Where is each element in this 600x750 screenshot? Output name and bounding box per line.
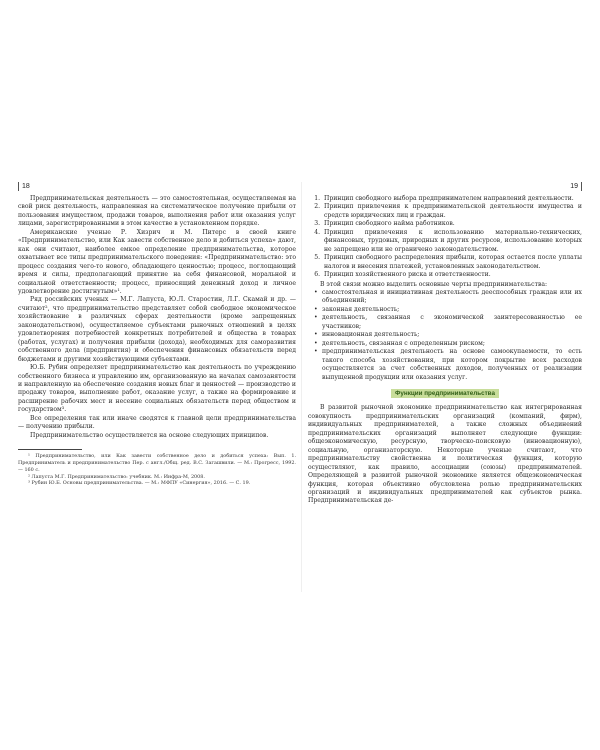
list-item: • деятельность, связанная с экономической заинтересованностью ее участников; xyxy=(322,314,582,331)
list-item: 1. Принцип свободного выбора предпринимателем направлений деятельности. xyxy=(322,195,582,203)
left-page-body xyxy=(18,195,296,487)
list-item: 5. Принцип свободного распределения прибыли, которая остается после уплаты налогов и внесения платежей, установленных законодательством. xyxy=(322,254,582,271)
footnote: ² Лапуста М.Г. Предпринимательство: учебник. М.: Инфра-М, 2008. xyxy=(28,473,205,480)
principles-list xyxy=(308,195,582,280)
list-item: • деятельность, связанная с определенным риском; xyxy=(322,340,582,348)
paragraph: Американские ученые Р. Хизрич и М. Питерс в своей книге «Предпринимательство, или Как завести собственное дело и добиться успеха» дают, как они считают, наиболее емкое определение предпринимательства, которое охватывает все типы предпринимательского поведения: «Предпринимательство: это процесс создания чего-то нового, обладающего ценностью; процесс, поглощающий время и силы, предполагающий принятие на себя финансовой, моральной и социальной ответственности; процесс, приносящий денежный доход и личное удовлетворение достигнутым»¹. xyxy=(18,228,296,295)
list-item: 6. Принцип хозяйственного риска и ответственности. xyxy=(322,271,582,279)
footnote: ¹ Предпринимательство, или Как завести собственное дело и добиться успеха: Вып. 1. Предприниматель и предпринимательство Пер. с англ./Общ. ред. В.С. Загашвили. — М.: Прогресс, 1992. — 160 с. xyxy=(18,453,296,473)
list-item: 2. Принцип привлечения к предпринимательской деятельности имущества и средств юридических лиц и граждан. xyxy=(322,203,582,220)
features-lead: В этой связи можно выделить основные черты предпринимательства: xyxy=(320,280,548,288)
paragraph: Ряд российских ученых — М.Г. Лапуста, Ю.Л. Старостин, Л.Г. Скамай и др. — считают², что предпринимательство представляет собой свободное экономическое хозяйствование в различных сферах деятельности (кроме запрещенных законодательством), осуществляемое субъектами рыночных отношений в целях удовлетворения потребностей конкретных потребителей и общества в товарах (работах, услугах) и получения прибыли (дохода), необходимых для саморазвития собственного дела (предприятия) и обеспечения финансовых обязательств перед бюджетами и другими хозяйствующими субъектами. xyxy=(18,296,296,363)
footnote: ³ Рубин Ю.Б. Основы предпринимательства. — М.: МФПУ «Синергия», 2016. — С. 19. xyxy=(28,480,251,487)
right-page-body xyxy=(308,195,582,506)
list-item: 3. Принцип свободного найма работников. xyxy=(322,220,582,228)
book-spread xyxy=(18,182,582,592)
paragraph: Все определения так или иначе сводятся к главной цели предпринимательства — получению прибыли. xyxy=(18,414,296,431)
features-list xyxy=(308,289,582,382)
list-item: 4. Принцип привлечения к использованию материально-технических, финансовых, трудовых, природных и других ресурсов, использование которых не запрещено или не ограничено законодательством. xyxy=(322,229,582,254)
page-number-right: 19 xyxy=(308,182,582,191)
paragraph: Ю.Б. Рубин определяет предпринимательство как деятельность по учреждению собственного бизнеса и управлению им, организованную на началах самозанятости и направленную на обеспечение создания новых благ и ценностей — производство и продажу товаров, выполнение работ, оказание услуг, а также на формирование и расширение рабочих мест и несение социальных обязательств перед обществом и государством³. xyxy=(18,364,296,414)
list-item: • инновационная деятельность; xyxy=(322,331,582,339)
list-item: • предпринимательская деятельность на основе самоокупаемости, то есть такого способа хозяйствования, при котором покрытие всех расходов осуществляется за счет собственных доходов, полученных от реализации выпущенной продукции или оказания услуг. xyxy=(322,348,582,382)
section-heading-label: Функции предпринимательства xyxy=(391,389,499,398)
list-item: • законная деятельность; xyxy=(322,306,582,314)
page-number-left: 18 xyxy=(18,182,296,191)
right-page xyxy=(308,182,582,592)
section-heading xyxy=(308,390,582,398)
paragraph: Предпринимательская деятельность — это самостоятельная, осуществляемая на свой риск деятельность, направленная на систематическое получение прибыли от пользования имуществом, продажи товаров, выполнения работ или оказания услуг лицами, зарегистрированными в этом качестве в установленном порядке. xyxy=(18,195,296,228)
paragraph: В развитой рыночной экономике предпринимательство как интегрированная совокупность предпринимательских организаций (компаний, фирм), индивидуальных предпринимателей, а также сложных объединений предпринимательских организаций выполняет следующие функции: общеэкономическую, ресурсную, творческо-поисковую (инновационную), социальную, организаторскую. Некоторые ученые считают, что предпринимательству свойственна и политическая функция, которую осуществляют, как правило, ассоциации (союзы) предпринимателей. Определяющей в развитой рыночной экономике является общеэкономическая функция, которая объективно обусловлена ролью предпринимательских организаций и индивидуальных предпринимателей как субъектов рынка. Предпринимательская де- xyxy=(308,404,582,505)
list-item: • самостоятельная и инициативная деятельность дееспособных граждан или их объединений; xyxy=(322,289,582,306)
paragraph: Предпринимательство осуществляется на основе следующих принципов. xyxy=(30,431,269,439)
page-gutter xyxy=(301,182,302,592)
left-page xyxy=(18,182,296,592)
footnote-divider xyxy=(18,449,82,450)
